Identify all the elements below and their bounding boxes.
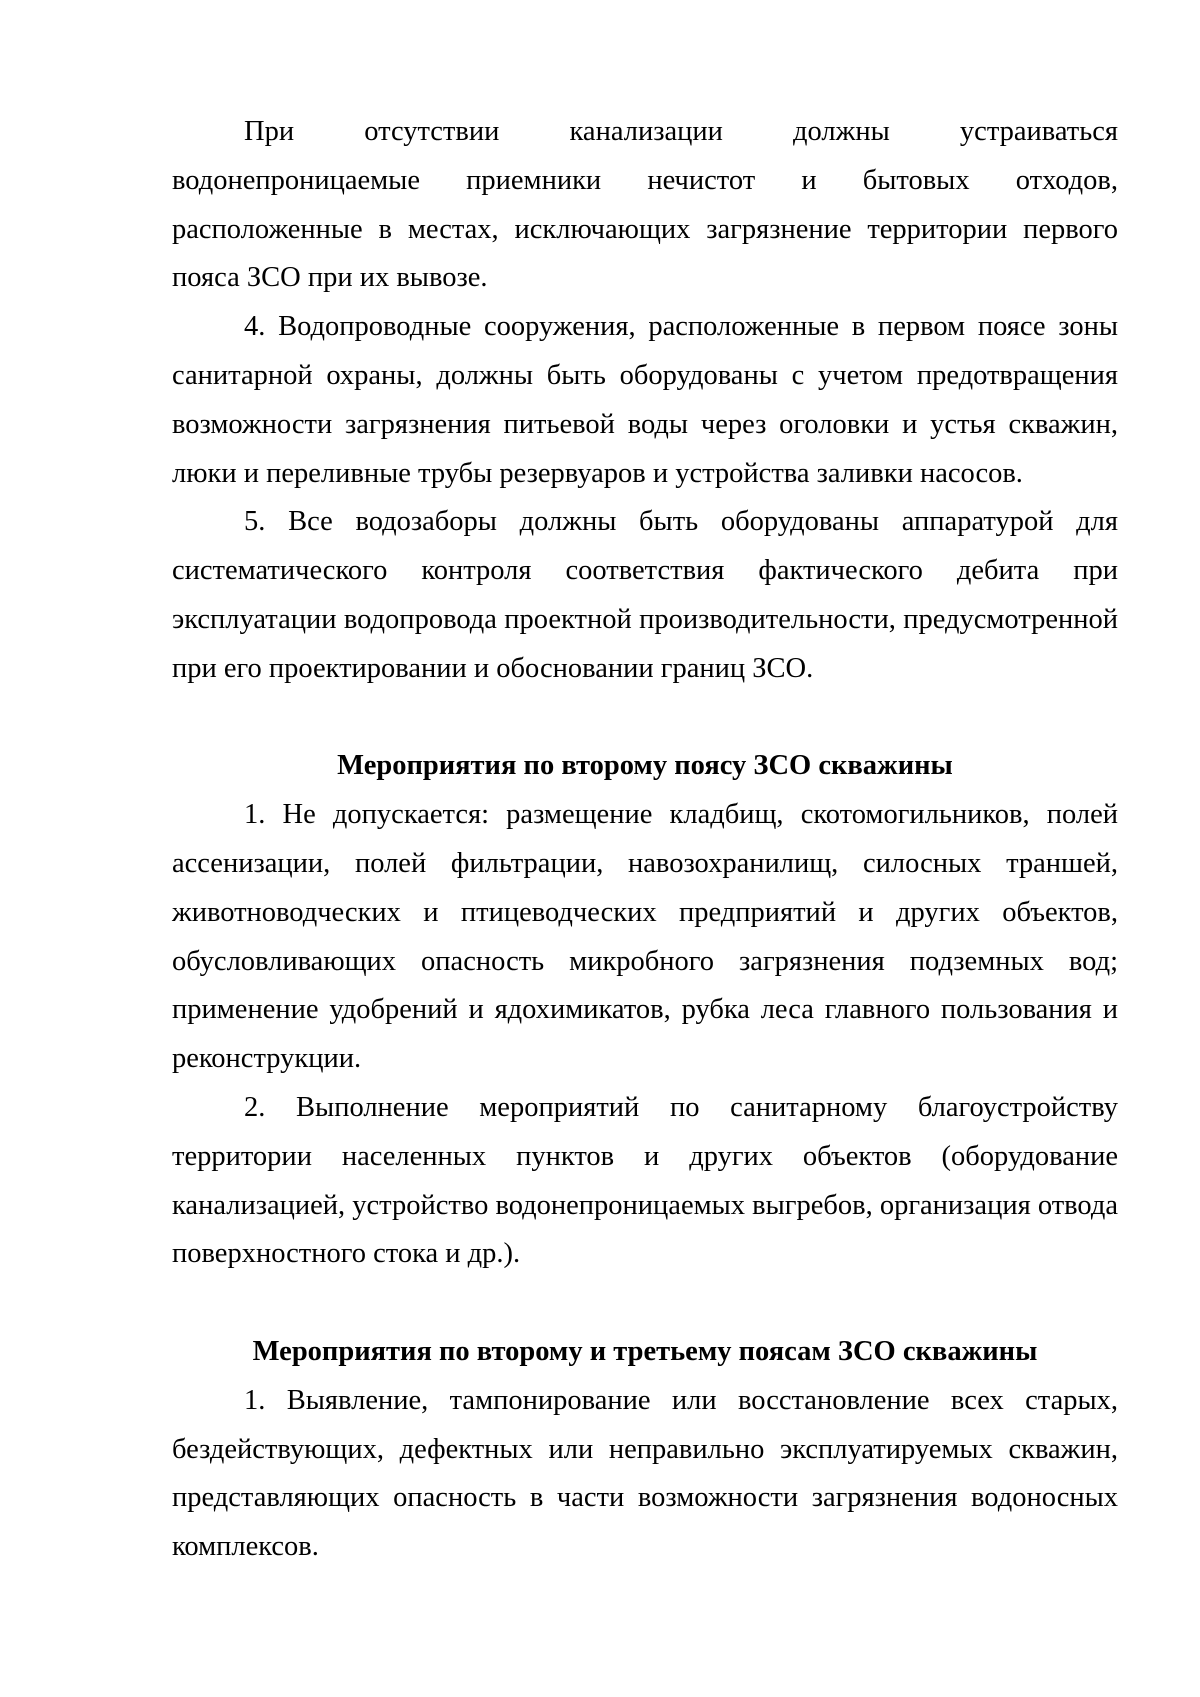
section-spacer	[172, 1279, 1118, 1328]
paragraph-item-5: 5. Все водозаборы должны быть оборудованы аппаратурой для систематического контроля соответствия фактического дебита при эксплуатации водопровода проектной производительности, предусмотренной при его проектировании и обосновании границ ЗСО.	[172, 506, 1118, 684]
paragraph-second-belt-item-2: 2. Выполнение мероприятий по санитарному благоустройству территории населенных пунктов и других объектов (оборудование канализацией, устройство водонепроницаемых выгребов, организация отвода поверхностного стока и др.).	[172, 1091, 1118, 1270]
paragraph-second-third-belts-item-1: 1. Выявление, тампонирование или восстановление всех старых, бездействующих, дефектных или неправильно эксплуатируемых скважин, представляющих опасность в части возможности загрязнения водоносных комплексов.	[172, 1384, 1118, 1563]
paragraph-sewage-receivers: При отсутствии канализации должны устраиваться водонепроницаемые приемники нечистот и бытовых отходов, расположенные в местах, исключающих загрязнение территории первого пояса ЗСО при их вывозе.	[172, 116, 1118, 294]
paragraph-item-4: 4. Водопроводные сооружения, расположенные в первом поясе зоны санитарной охраны, должны быть оборудованы с учетом предотвращения возможности загрязнения питьевой воды через оголовки и устья скважин, люки и переливные трубы резервуаров и устройства заливки насосов.	[172, 311, 1118, 489]
paragraph-second-belt-item-1: 1. Не допускается: размещение кладбищ, скотомогильников, полей ассенизации, полей фильтрации, навозохранилищ, силосных траншей, животноводческих и птицеводческих предприятий и других объектов, обусловливающих опасность микробного загрязнения подземных вод; применение удобрений и ядохимикатов, рубка леса главного пользования и реконструкции.	[172, 799, 1118, 1075]
section-heading-second-belt: Мероприятия по второму поясу ЗСО скважины	[337, 750, 953, 782]
document-body	[172, 108, 1118, 1572]
section-spacer	[172, 694, 1118, 743]
section-heading-second-third-belts: Мероприятия по второму и третьему поясам ЗСО скважины	[252, 1335, 1038, 1367]
